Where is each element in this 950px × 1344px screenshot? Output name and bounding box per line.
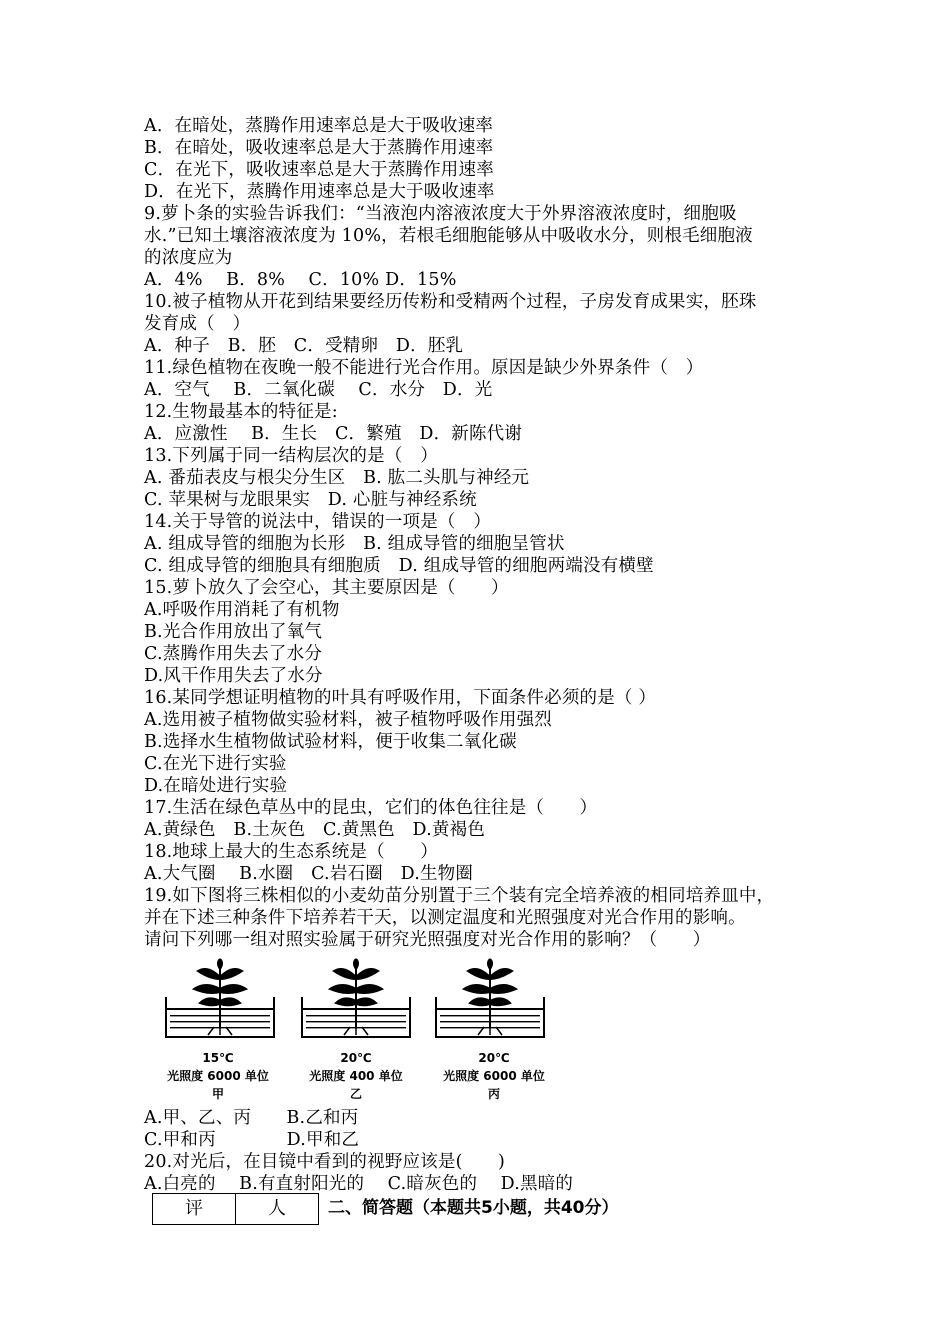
plant-yi-caption: [286, 1049, 426, 1103]
text-line: A．空气 B．二氧化碳 C．水分 D．光: [144, 380, 493, 400]
text-line: A. 番茄表皮与根尖分生区 B. 肱二头肌与神经元: [144, 468, 530, 488]
question-block-b: [144, 1107, 824, 1195]
question-block-a: [144, 115, 824, 951]
seedling-dish-icon: [158, 957, 278, 1042]
text-line: 13.下列属于同一结构层次的是（ ）: [144, 446, 438, 466]
text-line: 10.被子植物从开花到结果要经历传粉和受精两个过程，子房发育成果实，胚珠: [144, 292, 757, 312]
text-line: 16.某同学想证明植物的叶具有呼吸作用，下面条件必须的是（ ）: [144, 688, 657, 708]
text-line: 9.萝卜条的实验告诉我们：“当液泡内溶液浓度大于外界溶液浓度时，细胞吸: [144, 204, 737, 224]
text-line: 11.绿色植物在夜晚一般不能进行光合作用。原因是缺少外界条件（ ）: [144, 358, 704, 378]
seedling-dish-icon: [294, 957, 414, 1042]
question-page: [144, 115, 824, 1195]
text-line: 并在下述三种条件下培养若干天，以测定温度和光照强度对光合作用的影响。: [144, 908, 746, 928]
light-label: 光照度 6000 单位: [167, 1069, 269, 1083]
group-label: 丙: [487, 1087, 500, 1101]
text-line: 15.萝卜放久了会空心，其主要原因是（ ）: [144, 578, 509, 598]
text-line: C. 苹果树与龙眼果实 D. 心脏与神经系统: [144, 490, 477, 510]
text-line: B.光合作用放出了氧气: [144, 622, 323, 642]
group-label: 甲: [211, 1087, 224, 1101]
plant-dish-yi: [294, 957, 414, 1107]
plant-dish-jia: [158, 957, 278, 1107]
grader-cell-1: 评: [152, 1193, 236, 1225]
text-line: A. 组成导管的细胞为长形 B. 组成导管的细胞呈管状: [144, 534, 565, 554]
text-line: A.大气圈 B.水圈 C.岩石圈 D.生物圈: [144, 864, 474, 884]
text-line: A.呼吸作用消耗了有机物: [144, 600, 340, 620]
section-title: 二、简答题（本题共5小题，共40分）: [328, 1198, 619, 1218]
plant-bing-caption: [424, 1049, 564, 1103]
grader-cell-2: 人: [235, 1193, 319, 1225]
group-label: 乙: [349, 1087, 362, 1101]
seedling-dish-icon: [428, 957, 548, 1042]
text-line: 14.关于导管的说法中，错误的一项是（ ）: [144, 512, 492, 532]
light-label: 光照度 6000 单位: [443, 1069, 545, 1083]
text-line: D.风干作用失去了水分: [144, 666, 323, 686]
text-line: A．种子 B．胚 C．受精卵 D．胚乳: [144, 336, 464, 356]
text-line: C.在光下进行实验: [144, 754, 287, 774]
text-line: A．4% B．8% C．10% D．15%: [144, 270, 457, 290]
text-line: 19.如下图将三株相似的小麦幼苗分别置于三个装有完全培养液的相同培养皿中，: [144, 886, 775, 906]
text-line: C.蒸腾作用失去了水分: [144, 644, 323, 664]
text-line: C.甲和丙 D.甲和乙: [144, 1130, 360, 1150]
plant-jia-caption: [148, 1049, 288, 1103]
temperature-label: 20℃: [478, 1051, 510, 1065]
text-line: A．在暗处，蒸腾作用速率总是大于吸收速率: [144, 116, 494, 136]
text-line: D.在暗处进行实验: [144, 776, 288, 796]
temperature-label: 20℃: [340, 1051, 372, 1065]
text-line: A.选用被子植物做实验材料，被子植物呼吸作用强烈: [144, 710, 552, 730]
text-line: B.选择水生植物做试验材料，便于收集二氧化碳: [144, 732, 517, 752]
text-line: 20.对光后，在目镜中看到的视野应该是( ): [144, 1152, 506, 1172]
text-line: D．在光下，蒸腾作用速率总是大于吸收速率: [144, 182, 495, 202]
text-line: C. 组成导管的细胞具有细胞质 D. 组成导管的细胞两端没有横壁: [144, 556, 654, 576]
text-line: 发育成（ ）: [144, 314, 251, 334]
experiment-figure: [144, 957, 824, 1107]
text-line: 18.地球上最大的生态系统是（ ）: [144, 842, 438, 862]
text-line: 请问下列哪一组对照实验属于研究光照强度对光合作用的影响？（ ）: [144, 930, 711, 950]
plant-dish-bing: [428, 957, 548, 1107]
text-line: A．应激性 B．生长 C．繁殖 D．新陈代谢: [144, 424, 523, 444]
text-line: 水.”已知土壤溶液浓度为 10%，若根毛细胞能够从中吸收水分，则根毛细胞液: [144, 226, 753, 246]
light-label: 光照度 400 单位: [309, 1069, 403, 1083]
text-line: B．在暗处，吸收速率总是大于蒸腾作用速率: [144, 138, 494, 158]
temperature-label: 15℃: [202, 1051, 234, 1065]
text-line: 17.生活在绿色草丛中的昆虫，它们的体色往往是（ ）: [144, 798, 598, 818]
text-line: A.白亮的 B.有直射阳光的 C.暗灰色的 D.黑暗的: [144, 1174, 574, 1194]
text-line: A.黄绿色 B.土灰色 C.黄黑色 D.黄褐色: [144, 820, 486, 840]
text-line: 的浓度应为: [144, 248, 233, 268]
text-line: A.甲、乙、丙 B.乙和丙: [144, 1108, 359, 1128]
text-line: 12.生物最基本的特征是:: [144, 402, 338, 422]
text-line: C．在光下，吸收速率总是大于蒸腾作用速率: [144, 160, 494, 180]
